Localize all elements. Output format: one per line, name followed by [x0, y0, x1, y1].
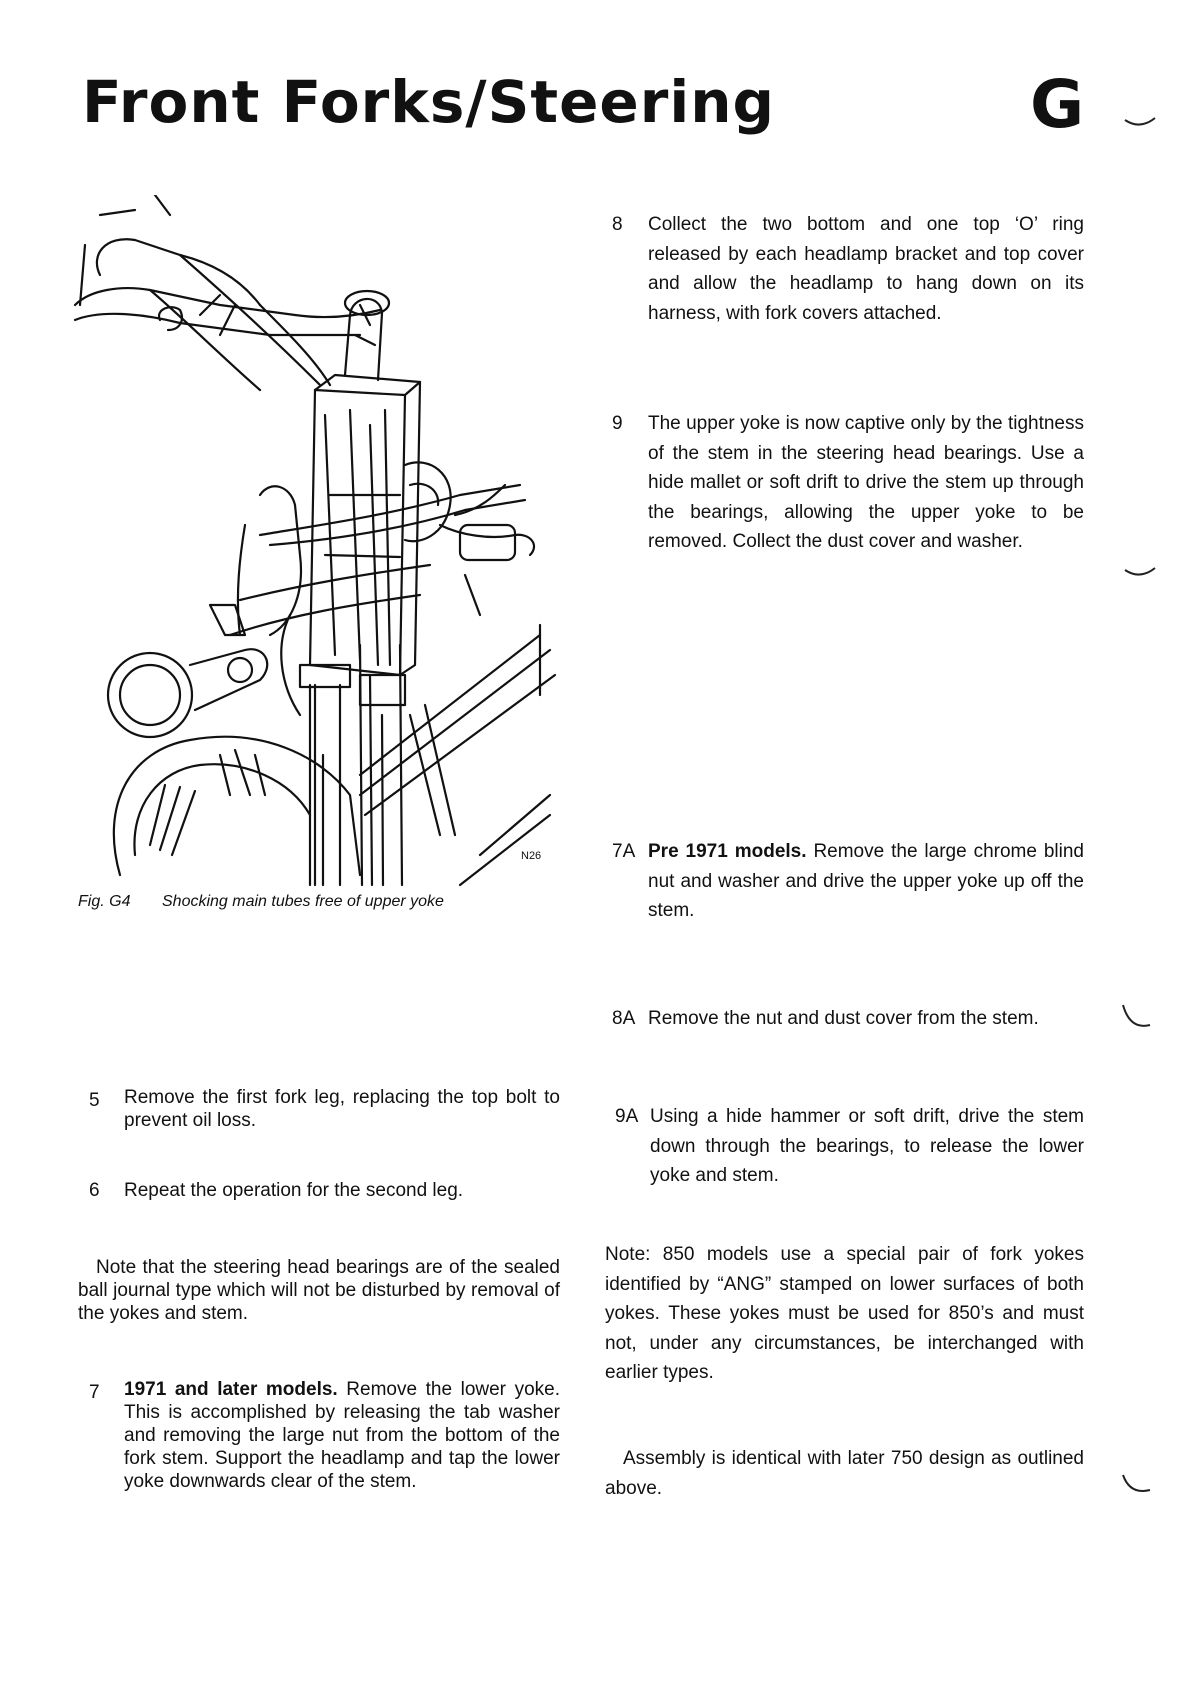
left-note: Note that the steering head bearings are of the sealed ball journal type which will not be disturbed by removal of the yokes and stem. — [78, 1257, 560, 1324]
figure-caption: Shocking main tubes free of upper yoke — [162, 893, 444, 910]
step-8a-number: 8A — [612, 1008, 636, 1029]
chapter-letter: G — [1030, 66, 1085, 143]
step-7a-text: Remove the large chrome blind nut and washer and drive the upper yoke up off the stem. — [648, 841, 1084, 921]
fork-illustration — [60, 195, 560, 890]
figure-ref-code: N26 — [521, 850, 542, 862]
step-6-number: 6 — [89, 1180, 100, 1201]
step-7-number: 7 — [89, 1382, 100, 1403]
step-8a-text: Remove the nut and dust cover from the stem. — [648, 1008, 1039, 1029]
step-9a-number: 9A — [615, 1106, 639, 1127]
step-5-number: 5 — [89, 1090, 100, 1111]
step-5-text: Remove the first fork leg, replacing the top bolt to prevent oil loss. — [124, 1087, 560, 1131]
figure-label: Fig. G4 — [78, 893, 131, 910]
step-7-text: Remove the lower yoke. This is accomplished by releasing the tab washer and removing the large nut from the bottom of the fork stem. Support the headlamp and tap the lower yoke downwards clear of the stem. — [124, 1379, 560, 1492]
margin-scan-marks — [1115, 100, 1190, 1600]
step-6-text: Repeat the operation for the second leg. — [124, 1180, 464, 1201]
step-7a-bold: Pre 1971 models. — [648, 841, 807, 862]
step-7-bold: 1971 and later models. — [124, 1379, 338, 1400]
step-7a-number: 7A — [612, 841, 636, 862]
step-8-number: 8 — [612, 214, 623, 235]
step-9a-text: Using a hide hammer or soft drift, drive the stem down through the bearings, to release the lower yoke and stem. — [650, 1106, 1084, 1186]
step-8-text: Collect the two bottom and one top ‘O’ ring released by each headlamp bracket and top cover and allow the headlamp to hang down on its harness, with fork covers attached. — [648, 214, 1084, 324]
step-9-text: The upper yoke is now captive only by the tightness of the stem in the steering head bearings. Use a hide mallet or soft drift to drive the stem up through the bearings, allowing the upper yoke to be removed. Collect the dust cover and washer. — [648, 413, 1084, 552]
step-9-number: 9 — [612, 413, 623, 434]
assembly-note: Assembly is identical with later 750 design as outlined above. — [605, 1448, 1084, 1499]
right-note: Note: 850 models use a special pair of fork yokes identified by “ANG” stamped on lower surfaces of both yokes. These yokes must be used for 850’s and must not, under any circumstances, be interchanged with earlier types. — [605, 1244, 1084, 1383]
step-7a-paragraph — [648, 837, 1084, 926]
page-title: Front Forks/Steering — [82, 68, 776, 136]
step-7-paragraph — [124, 1378, 560, 1493]
